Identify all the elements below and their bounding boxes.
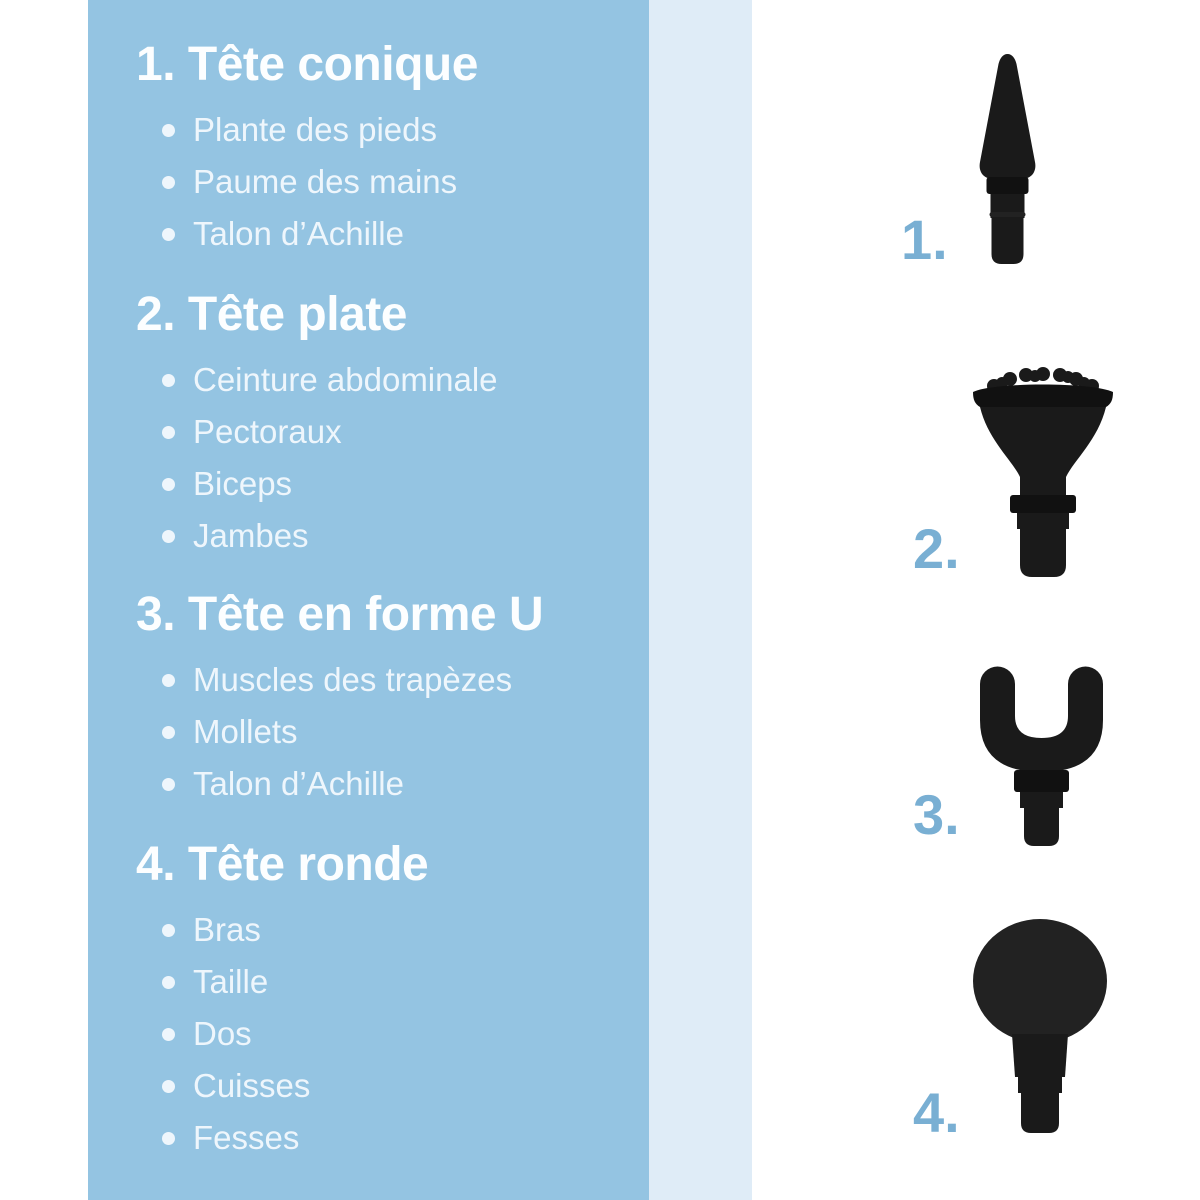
list-item — [136, 458, 641, 510]
section-conical-head — [136, 36, 641, 260]
bullet-icon — [162, 176, 175, 189]
list-item-label: Talon d’Achille — [193, 214, 404, 252]
list-item — [136, 1060, 641, 1112]
list-item — [136, 156, 641, 208]
list-item — [136, 104, 641, 156]
list-item-label: Cuisses — [193, 1066, 311, 1104]
list-item-label: Dos — [193, 1014, 252, 1052]
attachment-number-1: 1. — [901, 208, 948, 271]
bullet-icon — [162, 478, 175, 491]
bullet-icon — [162, 924, 175, 937]
list-item — [136, 654, 641, 706]
list-item — [136, 1112, 641, 1164]
list-item — [136, 706, 641, 758]
section-title: 4. Tête ronde — [136, 838, 429, 891]
list-item-label: Paume des mains — [193, 162, 458, 200]
attachment-number-4: 4. — [913, 1081, 960, 1144]
list-item — [136, 1008, 641, 1060]
section-title: 1. Tête conique — [136, 38, 478, 91]
list-item-label: Mollets — [193, 712, 298, 750]
attachment-number-3: 3. — [913, 783, 960, 846]
list-item — [136, 904, 641, 956]
section-list — [136, 104, 641, 260]
list-item-label: Pectoraux — [193, 412, 342, 450]
bullet-icon — [162, 1080, 175, 1093]
attachment-number-2: 2. — [913, 517, 960, 580]
list-item-label: Muscles des trapèzes — [193, 660, 513, 698]
bullet-icon — [162, 374, 175, 387]
bullet-icon — [162, 124, 175, 137]
list-item-label: Biceps — [193, 464, 293, 502]
list-item — [136, 208, 641, 260]
bullet-icon — [162, 976, 175, 989]
list-item-label: Bras — [193, 910, 261, 948]
list-item — [136, 354, 641, 406]
round-head-icon — [966, 916, 1112, 1142]
divider-stripe — [649, 0, 752, 1200]
section-round-head — [136, 836, 641, 1164]
list-item — [136, 758, 641, 810]
list-item — [136, 956, 641, 1008]
section-list — [136, 354, 641, 562]
section-list — [136, 654, 641, 810]
u-shaped-head-icon — [973, 644, 1107, 850]
bullet-icon — [162, 530, 175, 543]
section-title: 2. Tête plate — [136, 288, 407, 341]
flat-head-icon — [964, 362, 1116, 580]
list-item — [136, 510, 641, 562]
list-item-label: Plante des pieds — [193, 110, 438, 148]
list-item-label: Jambes — [193, 516, 309, 554]
list-item-label: Ceinture abdominale — [193, 360, 498, 398]
section-title: 3. Tête en forme U — [136, 588, 544, 641]
list-item-label: Taille — [193, 962, 269, 1000]
bullet-icon — [162, 778, 175, 791]
bullet-icon — [162, 674, 175, 687]
section-flat-head — [136, 286, 641, 562]
section-list — [136, 904, 641, 1164]
list-item — [136, 406, 641, 458]
bullet-icon — [162, 426, 175, 439]
bullet-icon — [162, 228, 175, 241]
bullet-icon — [162, 1028, 175, 1041]
list-item-label: Fesses — [193, 1118, 300, 1156]
bullet-icon — [162, 726, 175, 739]
section-u-shaped-head — [136, 586, 641, 810]
conical-head-icon — [966, 48, 1048, 270]
bullet-icon — [162, 1132, 175, 1145]
list-item-label: Talon d’Achille — [193, 764, 404, 802]
